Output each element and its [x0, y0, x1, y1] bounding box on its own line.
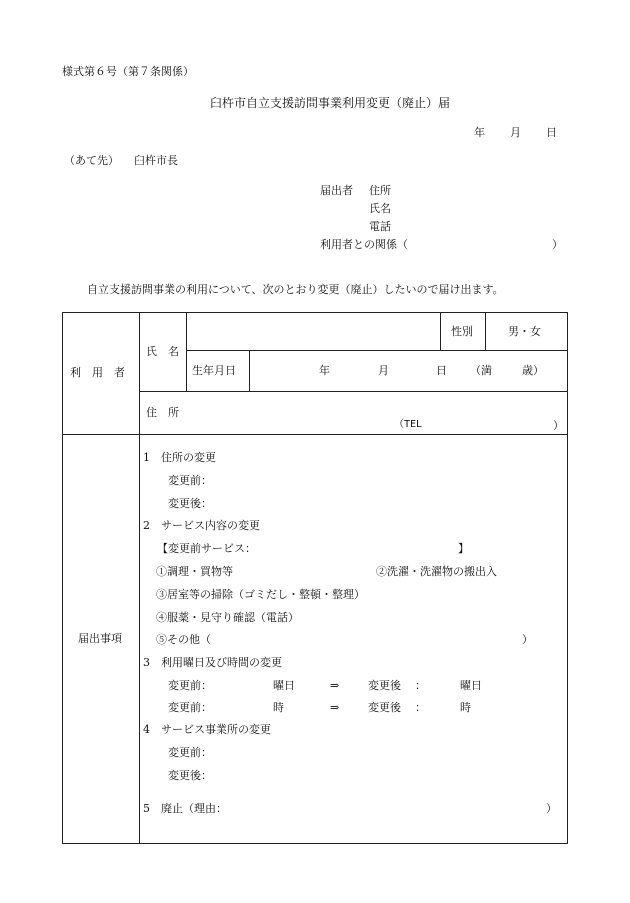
- item3-schedule-change: 3 利用曜日及び時間の変更: [143, 656, 282, 669]
- weekday-after-colon: ：: [415, 679, 426, 692]
- service-option-3: ③居室等の掃除（ゴミだし・整頓・整理）: [156, 588, 365, 601]
- service-option-5-close: ）: [522, 633, 533, 646]
- applicant-relation-label: 利用者との関係（: [320, 238, 408, 251]
- user-name-label: 氏 名: [146, 345, 179, 358]
- table-divider-address: [139, 391, 568, 392]
- weekday-before-label: 変更前：: [168, 679, 212, 692]
- table-col-field: [186, 312, 187, 391]
- service-option-2: ②洗濯・洗濯物の搬出入: [376, 565, 497, 578]
- tel-close: ）: [553, 419, 564, 432]
- applicant-relation-close: ）: [552, 238, 563, 251]
- hour-after-label: 変更後: [368, 701, 401, 714]
- table-divider-name: [186, 350, 568, 351]
- weekday-after-unit: 曜日: [460, 679, 482, 692]
- user-address-label: 住 所: [146, 406, 179, 419]
- table-col-gender: [440, 312, 441, 350]
- date-year: 年: [474, 126, 485, 139]
- item4-provider-change: 4 サービス事業所の変更: [143, 723, 271, 736]
- item5-close: ）: [546, 802, 557, 815]
- date-month: 月: [510, 126, 521, 139]
- intro-text: 自立支援訪問事業の利用について、次のとおり変更（廃止）したいので届け出ます。: [87, 283, 504, 296]
- item1-before: 変更前：: [168, 474, 212, 487]
- hour-after-unit: 時: [460, 701, 471, 714]
- hour-after-colon: ：: [415, 701, 426, 714]
- item5-discontinue: 5 廃止（理由：: [143, 802, 227, 815]
- hour-before-label: 変更前：: [168, 701, 212, 714]
- birth-day: 日: [436, 364, 447, 377]
- applicant-name-label: 氏名: [369, 202, 391, 215]
- service-option-1: ①調理・買物等: [156, 565, 233, 578]
- addressee: 臼杵市長: [134, 154, 178, 167]
- gender-label: 性別: [451, 325, 473, 338]
- service-before-open: 【変更前サービス：: [157, 542, 256, 555]
- form-title: 臼杵市自立支援訪問事業利用変更（廃止）届: [210, 96, 451, 110]
- user-section-label: 利 用 者: [70, 366, 125, 379]
- hour-arrow: ⇒: [330, 701, 340, 714]
- weekday-arrow: ⇒: [330, 679, 340, 692]
- gender-options: 男・女: [508, 325, 541, 338]
- table-divider-main: [62, 434, 568, 435]
- form-number: 様式第６号（第７条関係）: [62, 65, 194, 78]
- birth-label: 生年月日: [192, 364, 236, 377]
- service-option-5: ⑤その他（: [156, 633, 211, 646]
- service-option-4: ④服薬・見守り確認（電話）: [156, 611, 299, 624]
- service-before-close: 】: [458, 542, 469, 555]
- weekday-before-unit: 曜日: [273, 679, 295, 692]
- tel-open: （TEL: [394, 419, 423, 430]
- age-close: 歳）: [522, 364, 544, 377]
- weekday-after-label: 変更後: [368, 679, 401, 692]
- item1-address-change: 1 住所の変更: [143, 451, 216, 464]
- table-col-label: [139, 312, 140, 844]
- item2-service-change: 2 サービス内容の変更: [143, 519, 260, 532]
- age-open: （満: [470, 364, 492, 377]
- date-day: 日: [546, 126, 557, 139]
- item1-after: 変更後：: [168, 497, 212, 510]
- birth-month: 月: [378, 364, 389, 377]
- notification-label: 届出事項: [78, 632, 122, 645]
- item4-before: 変更前：: [168, 746, 212, 759]
- applicant-address-label: 住所: [369, 184, 391, 197]
- birth-year: 年: [319, 364, 330, 377]
- applicant-phone-label: 電話: [369, 220, 391, 233]
- addressee-label: （あて先）: [64, 154, 119, 167]
- item4-after: 変更後：: [168, 769, 212, 782]
- table-col-gender-value: [485, 312, 486, 350]
- table-col-birth: [249, 350, 250, 391]
- hour-before-unit: 時: [273, 701, 284, 714]
- applicant-label: 届出者: [320, 184, 353, 197]
